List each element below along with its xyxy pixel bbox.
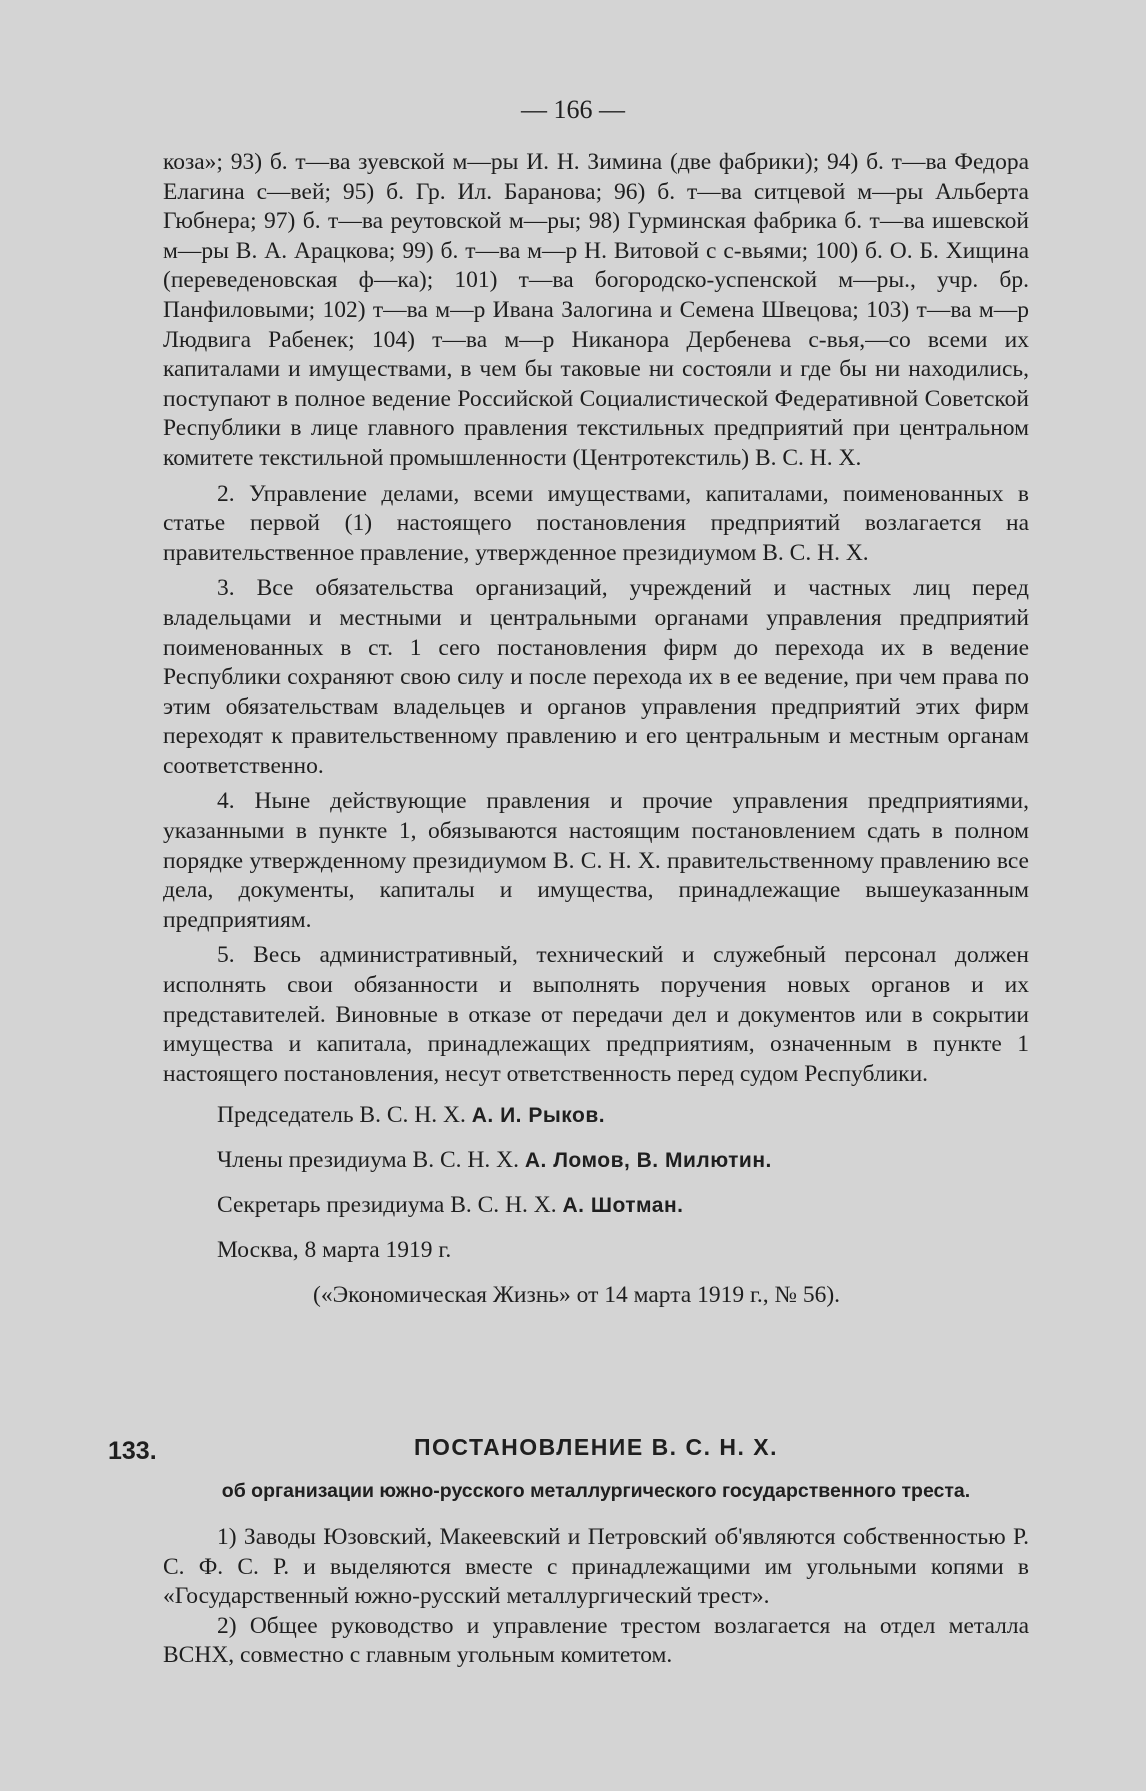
secretary-name: А. Шотман. [562, 1194, 684, 1218]
chairman-line [163, 1093, 1029, 1138]
signature-block [163, 1093, 1029, 1318]
chairman-name: А. И. Рыков. [471, 1104, 606, 1128]
document-number: 133. [108, 1437, 157, 1465]
document-subtitle: об организации южно-русского металлургического государственного треста. [221, 1480, 971, 1502]
members-line [163, 1138, 1029, 1183]
members-role: Члены президиума В. С. Н. Х. [217, 1147, 519, 1174]
place-date: Москва, 8 марта 1919 г. [217, 1237, 452, 1264]
paragraph-5: 5. Весь административный, технический и служебный персонал должен исполнять свои обязанности и выполнять поручения новых органов и их представителей. Виновные в отказе от передачи дел и документов или в сокрытии имущества и капитала, принадлежащих предприятиям, означенным в пункте 1 настоящего постановления, несут ответственность перед судом Республики. [163, 942, 1029, 1087]
paragraph-2: 2. Управление делами, всеми имуществами, капиталами, поименованных в статье первой (1) настоящего постановления предприятий возлагается на правительственное правление, утвержденное президиумом В. С. Н. Х. [163, 480, 1029, 566]
doc133-paragraph-2: 2) Общее руководство и управление трестом возлагается на отдел металла ВСНХ, совместно с главным угольным комитетом. [163, 1612, 1029, 1669]
source-citation: («Экономическая Жизнь» от 14 марта 1919 г., № 56). [313, 1282, 841, 1309]
chairman-role: Председатель В. С. Н. Х. [217, 1102, 466, 1129]
page-number: — 166 — [521, 95, 625, 124]
document-title: ПОСТАНОВЛЕНИЕ В. С. Н. Х. [414, 1434, 778, 1460]
secretary-role: Секретарь президиума В. С. Н. Х. [217, 1192, 557, 1219]
paragraph-4: 4. Ныне действующие правления и прочие управления предприятиями, указанными в пункте 1, обязываются настоящим постановлением сдать в полном порядке утвержденному президиумом В. С. Н. Х. правительственному правлению все дела, документы, капиталы и имущества, принадлежащие вышеуказанным предприятиям. [163, 788, 1029, 933]
members-names: А. Ломов, В. Милютин. [524, 1149, 772, 1173]
paragraph-3: 3. Все обязательства организаций, учреждений и частных лиц перед владельцами и местными и центральными органами управления предприятий поименованных в ст. 1 сего постановления фирм до перехода их в ведение Республики сохраняют свою силу и после перехода их в ее ведение, при чем права по этим обязательствам владельцев и органов управления предприятий этих фирм переходят к правительственному правлению и его центральным и местным органам соответственно. [163, 575, 1029, 779]
secretary-line [163, 1183, 1029, 1228]
decree-body [163, 148, 1029, 1318]
continuation-paragraph: коза»; 93) б. т—ва зуевской м—ры И. Н. Зимина (две фабрики); 94) б. т—ва Федора Елагина с—вей; 95) б. Гр. Ил. Баранова; 96) б. т—ва ситцевой м—ры Альберта Гюбнера; 97) б. т—ва реутовской м—ры; 98) Гурминская фабрика б. т—ва ишевской м—ры В. А. Арацкова; 99) б. т—ва м—р Н. Витовой с с-вьями; 100) б. О. Б. Хищина (переведеновская ф—ка); 101) т—ва богородско-успенской м—ры., учр. бр. Панфиловыми; 102) т—ва м—р Ивана Залогина и Семена Швецова; 103) т—ва м—р Людвига Рабенек; 104) т—ва м—р Никанора Дербенева с-вья,—со всеми их капиталами и имуществами, в чем бы таковые ни состояли и где бы ни находились, поступают в полное ведение Российской Социалистической Федеративной Советской Республики в лице главного правления текстильных предприятий при центральном комитете текстильной промышленности (Центротекстиль) В. С. Н. Х. [163, 149, 1029, 471]
document-133-body [163, 1523, 1029, 1671]
doc133-paragraph-1: 1) Заводы Юзовский, Макеевский и Петровский об'являются собственностью Р. С. Ф. С. Р. и выделяются вместе с принадлежащими им угольными копями в «Государственный южно-русский металлургический трест». [163, 1524, 1029, 1610]
